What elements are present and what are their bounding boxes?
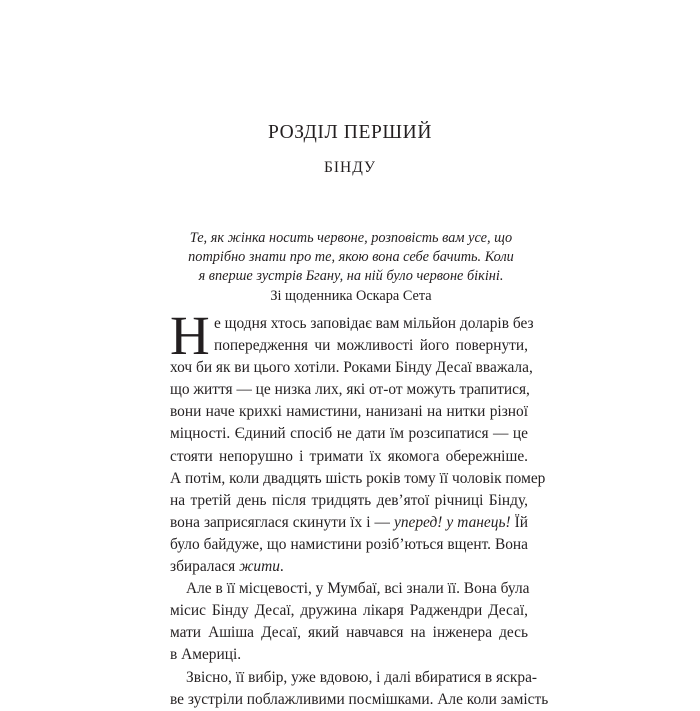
text-line bbox=[170, 512, 528, 534]
text-line: в Америці. bbox=[170, 646, 242, 664]
text-line: на третій день після тридцять дев’ятої річниці Бінду, bbox=[170, 491, 528, 509]
text-line: було байдуже, що намистини розіб’ються вщент. Вона bbox=[170, 535, 528, 553]
text-line: Але в її місцевості, у Мумбаї, всі знали її. Вона була bbox=[186, 580, 530, 598]
epigraph-line: потрібно знати про те, якою вона себе бачить. Коли bbox=[188, 249, 514, 266]
epigraph-source: Зі щоденника Оскара Сета bbox=[270, 287, 432, 304]
text-line: місис Бінду Десаї, дружина лікаря Раджендри Десаї, bbox=[170, 602, 528, 620]
text-line: вони наче крихкі намистини, нанизані на нитки різної bbox=[170, 403, 528, 421]
body-text bbox=[170, 305, 549, 711]
emphasis-text: уперед! у танець! bbox=[393, 513, 511, 531]
text-line: що життя — це низка лих, які от-от можуть трапитися, bbox=[170, 381, 530, 399]
epigraph bbox=[170, 229, 532, 306]
epigraph-line: Те, як жінка носить червоне, розповість вам усе, що bbox=[189, 230, 513, 246]
text-line bbox=[170, 556, 528, 578]
text-segment: збиралася bbox=[170, 558, 240, 576]
text-line: хоч би як ви цього хотіли. Роками Бінду Десаї вважала, bbox=[170, 359, 533, 377]
text-segment: Їй bbox=[510, 513, 528, 531]
chapter-subtitle: БІНДУ bbox=[324, 159, 376, 176]
text-line: А потім, коли двадцять шість років тому її чоловік помер bbox=[170, 469, 546, 487]
text-line: міцності. Єдиний спосіб не дати їм розсипатися — це bbox=[170, 425, 528, 443]
text-segment: вона заприсяглася скинути їх і — bbox=[170, 513, 394, 531]
text-line: попередження чи можливості його повернути, bbox=[214, 337, 528, 355]
drop-cap: Н bbox=[170, 305, 210, 366]
epigraph-line: я вперше зустрів Бгану, на ній було червоне бікіні. bbox=[198, 268, 504, 285]
text-line: е щодня хтось заповідає вам мільйон доларів без bbox=[214, 315, 534, 332]
text-segment: . bbox=[279, 558, 284, 576]
text-line: мати Ашіша Десаї, який навчався на інженера десь bbox=[170, 624, 528, 642]
emphasis-text: жити bbox=[239, 558, 280, 576]
text-line: Звісно, її вибір, уже вдовою, і далі вбиратися в яскра- bbox=[186, 668, 538, 686]
chapter-title: РОЗДІЛ ПЕРШИЙ bbox=[267, 122, 433, 143]
text-line: ве зустріли поблажливими посмішками. Але коли замість bbox=[170, 690, 549, 708]
text-line: стояти непорушно і тримати їх якомога обережніше. bbox=[170, 447, 528, 465]
